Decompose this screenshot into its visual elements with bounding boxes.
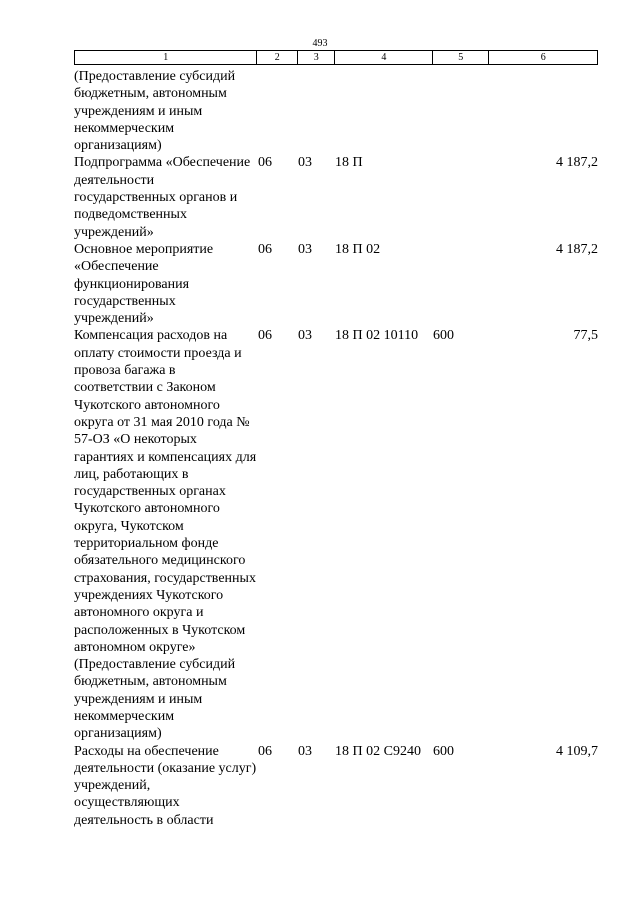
- header-col-4: 4: [335, 51, 433, 65]
- row-section: 06: [258, 743, 272, 759]
- row-section: 06: [258, 328, 272, 344]
- row-subsection: 03: [298, 743, 312, 759]
- table-row: [74, 154, 598, 240]
- header-col-6: 6: [489, 51, 598, 65]
- row-expense-type: [433, 241, 489, 327]
- row-name: Основное мероприятие «Обеспечение функционирования государственных учреждений»: [74, 241, 214, 327]
- header-col-2: 2: [257, 51, 298, 65]
- header-col-5: 5: [433, 51, 489, 65]
- row-subsection: 03: [298, 241, 312, 257]
- row-name: (Предоставление субсидий бюджетным, автономным учреждениям и иным некоммерческим организациям): [74, 69, 236, 154]
- row-name: Подпрограмма «Обеспечение деятельности государственных органов и подведомственных учреждений»: [74, 155, 251, 240]
- row-expense-type: 600: [433, 328, 454, 344]
- header-col-1: 1: [75, 51, 257, 65]
- row-subsection: 03: [298, 155, 312, 171]
- row-target-code: 18 П: [335, 155, 363, 171]
- page-number: 493: [312, 38, 328, 49]
- row-target-code: 18 П 02: [335, 241, 381, 257]
- column-number-header: [74, 50, 598, 65]
- header-col-3: 3: [297, 51, 335, 65]
- row-section: 06: [258, 155, 272, 171]
- row-subsection: 03: [298, 328, 312, 344]
- table-row: [74, 241, 598, 327]
- row-target-code: 18 П 02 10110: [335, 328, 419, 344]
- row-section: [258, 68, 298, 154]
- row-amount: 4 109,7: [556, 743, 598, 759]
- budget-table: [74, 68, 598, 829]
- row-expense-type: 600: [433, 743, 454, 759]
- row-subsection: [298, 68, 335, 154]
- row-amount: 4 187,2: [556, 155, 598, 171]
- row-expense-type: [433, 68, 489, 154]
- row-amount: 4 187,2: [556, 241, 598, 257]
- table-row: [74, 327, 598, 742]
- table-row: [74, 743, 598, 829]
- row-target-code: [335, 68, 433, 154]
- row-section: 06: [258, 241, 272, 257]
- row-amount: 77,5: [573, 328, 598, 344]
- row-name: Расходы на обеспечение деятельности (оказание услуг) учреждений, осуществляющих деятельность в области: [74, 743, 257, 828]
- row-expense-type: [433, 154, 489, 240]
- row-name: Компенсация расходов на оплату стоимости проезда и провоза багажа в соответствии с Законом Чукотского автономного округа от 31 мая 2010 года № 57-ОЗ «О некоторых гарантиях и компенсациях для лиц, работающих в государственных органах Чукотского автономного округа, Чукотском территориальном фонде обязательного медицинского страхования, государственных учреждениях Чукотского автономного округа и расположенных в Чукотском автономном округе» (Предоставление субсидий бюджетным, автономным учреждениям и иным некоммерческим организациям): [74, 328, 257, 742]
- row-amount: [489, 68, 598, 154]
- row-target-code: 18 П 02 С9240: [335, 743, 421, 759]
- table-row: [74, 68, 598, 154]
